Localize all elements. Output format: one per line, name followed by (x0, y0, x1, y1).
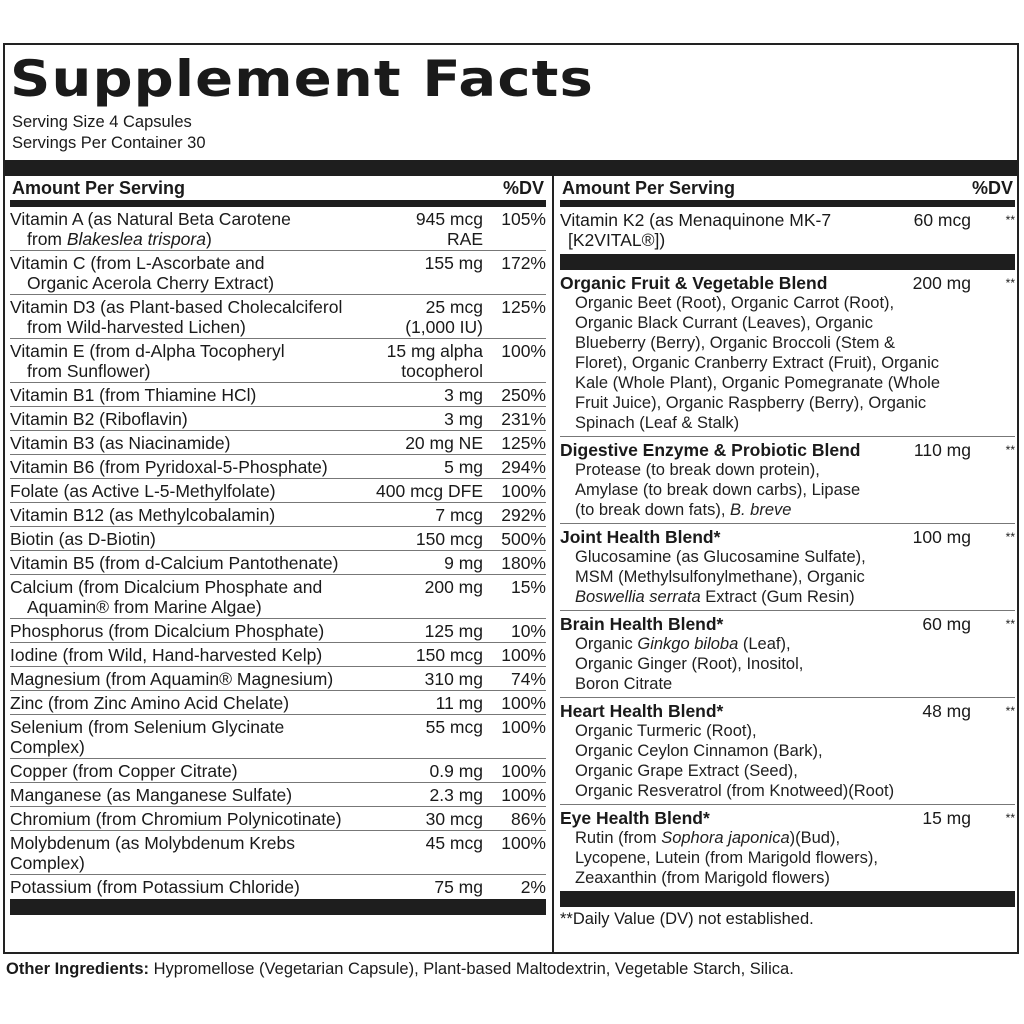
nutrient-row (10, 207, 546, 251)
nutrient-name: Biotin (as D-Biotin) (10, 529, 156, 549)
nutrient-dv: 250% (501, 385, 546, 405)
blend-ingredient-line: Lycopene, Lutein (from Marigold flowers), (575, 849, 878, 867)
dv-label: %DV (971, 178, 1013, 198)
left-header (10, 176, 546, 200)
nutrient-name: Iodine (from Wild, Hand-harvested Kelp) (10, 645, 323, 665)
nutrient-dv: 180% (501, 553, 546, 573)
blend-row (560, 270, 1015, 437)
nutrient-row (10, 619, 546, 643)
section-bar (560, 254, 1015, 270)
blend-amount: 15 mg (922, 808, 971, 828)
blend-ingredients (560, 721, 1015, 801)
nutrient-row (10, 503, 546, 527)
nutrient-dv: 74% (510, 669, 546, 689)
nutrient-row (10, 575, 546, 619)
blend-ingredients (560, 547, 1015, 607)
blend-amount: 60 mg (922, 614, 971, 634)
nutrient-row (10, 807, 546, 831)
nutrient-row (10, 383, 546, 407)
blend-ingredient-line: Boron Citrate (575, 675, 673, 693)
left-column (10, 176, 546, 915)
other-ingredients-label: Other Ingredients: (6, 960, 150, 978)
header-bar (10, 200, 546, 207)
blend-ingredient-line: MSM (Methylsulfonylmethane), Organic (575, 568, 865, 586)
nutrient-row (10, 667, 546, 691)
right-header (560, 176, 1015, 200)
nutrient-dv: 125% (501, 297, 546, 317)
blend-ingredient-line: Rutin (from Sophora japonica)(Bud), (575, 829, 841, 847)
blend-ingredient-line: Floret), Organic Cranberry Extract (Fruit), Organic (575, 354, 939, 372)
blend-dv: ** (1005, 443, 1015, 457)
amount-per-serving-label: Amount Per Serving (562, 178, 736, 198)
nutrient-name: Vitamin E (from d-Alpha Tocopheryl (10, 341, 285, 361)
nutrient-amount: 200 mg (424, 577, 483, 597)
nutrient-name: Vitamin B3 (as Niacinamide) (10, 433, 231, 453)
nutrient-name: Selenium (from Selenium Glycinate Complex) (10, 717, 285, 757)
nutrient-amount: 5 mg (444, 457, 483, 477)
blend-ingredient-line: Organic Grape Extract (Seed), (575, 762, 798, 780)
nutrient-name: Vitamin K2 (as Menaquinone MK-7 (560, 210, 832, 230)
blend-ingredients (560, 460, 1015, 520)
nutrient-name-cont: Organic Acerola Cherry Extract) (27, 273, 275, 293)
nutrient-name-cont: from Sunflower) (27, 361, 151, 381)
nutrient-dv: 172% (501, 253, 546, 273)
blend-dv: ** (1005, 276, 1015, 290)
nutrient-name: Chromium (from Chromium Polynicotinate) (10, 809, 342, 829)
blend-row (560, 611, 1015, 698)
nutrient-amount: 125 mg (424, 621, 483, 641)
nutrient-row (10, 339, 546, 383)
blend-ingredient-line: Organic Ginger (Root), Inositol, (575, 655, 804, 673)
nutrient-dv: 86% (510, 809, 546, 829)
nutrient-row (10, 479, 546, 503)
nutrient-name: Vitamin B5 (from d-Calcium Pantothenate) (10, 553, 339, 573)
nutrient-name: Calcium (from Dicalcium Phosphate and (10, 577, 323, 597)
blend-ingredient-line: (to break down fats), B. breve (575, 501, 792, 519)
blend-amount: 100 mg (912, 527, 971, 547)
nutrient-row (10, 783, 546, 807)
nutrient-dv: 100% (501, 761, 546, 781)
nutrient-dv: 100% (501, 693, 546, 713)
blend-dv: ** (1005, 617, 1015, 631)
blend-ingredient-line: Blueberry (Berry), Organic Broccoli (Stem & (575, 334, 896, 352)
nutrient-name: Folate (as Active L-5-Methylfolate) (10, 481, 276, 501)
nutrient-row (10, 715, 546, 759)
nutrient-amount: 25 mcg (1,000 IU) (405, 297, 483, 337)
blend-row (560, 698, 1015, 805)
nutrient-amount: 310 mg (424, 669, 483, 689)
blend-dv: ** (1005, 530, 1015, 544)
nutrient-name: Copper (from Copper Citrate) (10, 761, 238, 781)
nutrient-row (10, 431, 546, 455)
blend-name: Eye Health Blend* (560, 808, 710, 828)
nutrient-name: Vitamin B2 (Riboflavin) (10, 409, 188, 429)
other-ingredients (6, 960, 794, 979)
nutrient-row (10, 407, 546, 431)
nutrient-row (10, 691, 546, 715)
nutrient-row (10, 875, 546, 898)
nutrient-amount: 20 mg NE (405, 433, 483, 453)
nutrient-amount: 60 mcg (913, 210, 971, 230)
blend-ingredient-line: Amylase (to break down carbs), Lipase (575, 481, 861, 499)
blend-row (560, 437, 1015, 524)
nutrient-row (10, 527, 546, 551)
blend-ingredient-line: Protease (to break down protein), (575, 461, 820, 479)
nutrient-row (10, 455, 546, 479)
blend-ingredient-line: Organic Black Currant (Leaves), Organic (575, 314, 874, 332)
nutrient-amount: 2.3 mg (429, 785, 483, 805)
nutrient-dv: 100% (501, 785, 546, 805)
servings-per-container: Servings Per Container 30 (12, 134, 206, 152)
nutrient-name: Molybdenum (as Molybdenum Krebs Complex) (10, 833, 295, 873)
blend-ingredient-line: Zeaxanthin (from Marigold flowers) (575, 869, 830, 887)
blend-ingredient-line: Kale (Whole Plant), Organic Pomegranate (Whole (575, 374, 940, 392)
top-divider-bar (5, 160, 1017, 176)
nutrient-dv: 10% (510, 621, 546, 641)
nutrient-amount: 945 mcg RAE (415, 209, 483, 249)
nutrient-dv: ** (1005, 213, 1015, 227)
nutrient-row (10, 831, 546, 875)
nutrient-name: Zinc (from Zinc Amino Acid Chelate) (10, 693, 290, 713)
nutrient-amount: 55 mcg (425, 717, 483, 737)
blend-name: Brain Health Blend* (560, 614, 724, 634)
blend-ingredient-line: Organic Beet (Root), Organic Carrot (Root), (575, 294, 895, 312)
column-divider (552, 176, 554, 952)
nutrient-dv: 231% (501, 409, 546, 429)
serving-size: Serving Size 4 Capsules (12, 113, 192, 131)
nutrient-row (10, 759, 546, 783)
blend-ingredients (560, 828, 1015, 888)
nutrient-amount: 150 mcg (415, 645, 483, 665)
nutrient-amount: 9 mg (444, 553, 483, 573)
bottom-bar (10, 899, 546, 915)
nutrient-dv: 100% (501, 833, 546, 853)
nutrient-dv: 292% (501, 505, 546, 525)
nutrient-dv: 105% (501, 209, 546, 229)
nutrient-name: Phosphorus (from Dicalcium Phosphate) (10, 621, 325, 641)
nutrient-row (10, 295, 546, 339)
nutrient-dv: 125% (501, 433, 546, 453)
nutrient-name-cont: Aquamin® from Marine Algae) (27, 597, 262, 617)
nutrient-dv: 2% (520, 877, 546, 897)
blend-ingredient-line: Fruit Juice), Organic Raspberry (Berry), Organic (575, 394, 927, 412)
right-column (560, 176, 1015, 929)
nutrient-name-cont: from Blakeslea trispora) (27, 229, 212, 249)
nutrient-amount: 400 mcg DFE (376, 481, 483, 501)
nutrient-amount: 11 mg (435, 693, 483, 713)
nutrient-amount: 0.9 mg (429, 761, 483, 781)
blend-ingredient-line: Organic Ceylon Cinnamon (Bark), (575, 742, 823, 760)
nutrient-amount: 3 mg (444, 409, 483, 429)
nutrient-list (10, 207, 546, 898)
blend-list (560, 270, 1015, 891)
blend-row (560, 524, 1015, 611)
nutrient-dv: 100% (501, 341, 546, 361)
nutrient-amount: 150 mcg (415, 529, 483, 549)
nutrient-name: Vitamin A (as Natural Beta Carotene (10, 209, 291, 229)
nutrient-row (10, 551, 546, 575)
blend-ingredients (560, 634, 1015, 694)
nutrient-name: Vitamin B12 (as Methylcobalamin) (10, 505, 276, 525)
blend-ingredient-line: Spinach (Leaf & Stalk) (575, 414, 740, 432)
blend-name: Organic Fruit & Vegetable Blend (560, 273, 828, 293)
nutrient-dv: 500% (501, 529, 546, 549)
blend-name: Joint Health Blend* (560, 527, 721, 547)
nutrient-dv: 100% (501, 481, 546, 501)
nutrient-name: Manganese (as Manganese Sulfate) (10, 785, 293, 805)
blend-row (560, 805, 1015, 891)
blend-amount: 48 mg (922, 701, 971, 721)
dv-footnote: **Daily Value (DV) not established. (560, 910, 814, 928)
nutrient-amount: 7 mcg (435, 505, 483, 525)
nutrient-amount: 30 mcg (425, 809, 483, 829)
nutrient-row (10, 643, 546, 667)
blend-ingredients (560, 293, 1015, 433)
nutrient-name: Magnesium (from Aquamin® Magnesium) (10, 669, 334, 689)
nutrient-dv: 100% (501, 717, 546, 737)
blend-ingredient-line: Glucosamine (as Glucosamine Sulfate), (575, 548, 866, 566)
header-bar (560, 200, 1015, 207)
nutrient-name: Vitamin C (from L-Ascorbate and (10, 253, 265, 273)
bottom-bar (560, 891, 1015, 907)
blend-name: Heart Health Blend* (560, 701, 724, 721)
blend-amount: 110 mg (913, 440, 971, 460)
blend-dv: ** (1005, 811, 1015, 825)
nutrient-name: Vitamin B1 (from Thiamine HCl) (10, 385, 257, 405)
nutrient-name-cont: from Wild-harvested Lichen) (27, 317, 246, 337)
nutrient-name: Vitamin D3 (as Plant-based Cholecalciferol (10, 297, 343, 317)
blend-ingredient-line: Organic Turmeric (Root), (575, 722, 757, 740)
blend-ingredient-line: Organic Ginkgo biloba (Leaf), (575, 635, 791, 653)
nutrient-amount: 155 mg (424, 253, 483, 273)
nutrient-dv: 100% (501, 645, 546, 665)
nutrient-amount: 3 mg (444, 385, 483, 405)
nutrient-amount: 75 mg (434, 877, 483, 897)
dv-label: %DV (502, 178, 544, 198)
blend-amount: 200 mg (912, 273, 971, 293)
nutrient-name: Potassium (from Potassium Chloride) (10, 877, 300, 897)
blend-ingredient-line: Boswellia serrata Extract (Gum Resin) (575, 588, 855, 606)
blend-name: Digestive Enzyme & Probiotic Blend (560, 440, 861, 460)
nutrient-dv: 15% (510, 577, 546, 597)
blend-dv: ** (1005, 704, 1015, 718)
nutrient-row (10, 251, 546, 295)
blend-ingredient-line: Organic Resveratrol (from Knotweed)(Root) (575, 782, 895, 800)
nutrient-name: Vitamin B6 (from Pyridoxal-5-Phosphate) (10, 457, 328, 477)
nutrient-row-vitamin-k2 (560, 207, 1015, 254)
panel-title: Supplement Facts (10, 50, 594, 108)
amount-per-serving-label: Amount Per Serving (12, 178, 186, 198)
nutrient-name-cont: [K2VITAL®]) (568, 230, 666, 250)
nutrient-dv: 294% (501, 457, 546, 477)
other-ingredients-text: Hypromellose (Vegetarian Capsule), Plant-based Maltodextrin, Vegetable Starch, Silica. (149, 960, 794, 978)
nutrient-amount: 15 mg alpha tocopherol (386, 341, 483, 381)
nutrient-amount: 45 mcg (425, 833, 483, 853)
